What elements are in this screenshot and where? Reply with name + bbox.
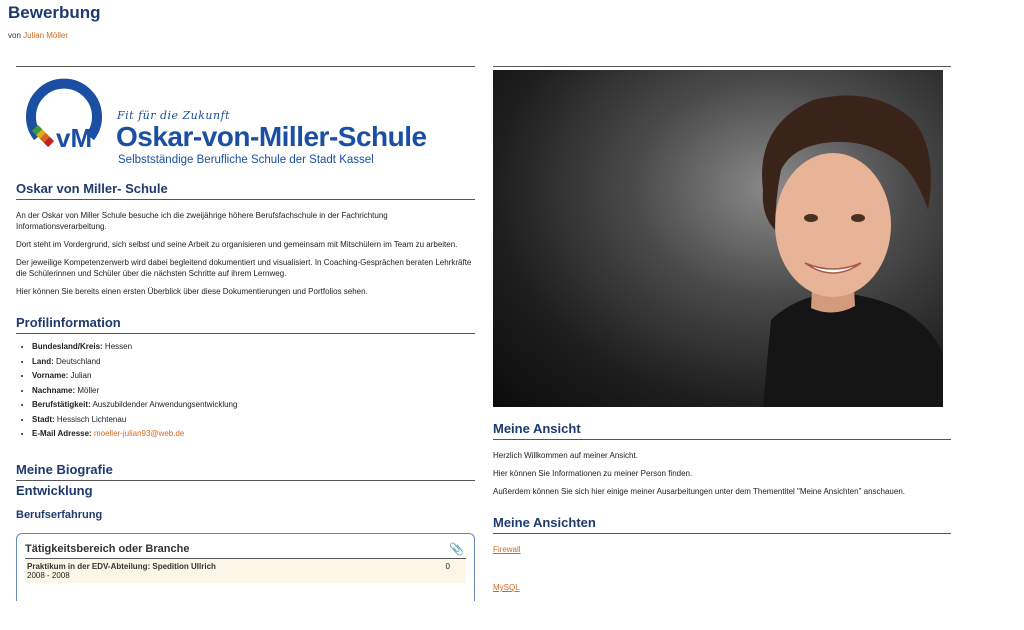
experience-entry[interactable] [25,559,466,583]
entry-title: Praktikum in der EDV-Abteilung: Spedition Ullrich [27,561,216,571]
profile-item: • Nachname: Möller [32,384,475,399]
paperclip-icon[interactable]: 📎 [449,541,464,556]
right-column [493,66,951,592]
profile-item: • Vorname: Julian [32,369,475,384]
experience-heading: Berufserfahrung [16,508,103,521]
profile-list [16,340,475,442]
views-link-mysql[interactable]: MySQL [493,583,520,592]
experience-card [16,533,475,601]
school-paragraph: An der Oskar von Miller Schule besuche ich die zweijährige höhere Berufsfachschule in der Fachrichtung Informationsverarbeitung. [16,211,388,231]
view-paragraph: Herzlich Willkommen auf meiner Ansicht. [493,451,638,460]
school-logo [16,67,475,171]
view-heading: Meine Ansicht [493,421,951,440]
profile-item: • Land: Deutschland [32,355,475,370]
view-paragraph: Hier können Sie Informationen zu meiner Person finden. [493,469,693,478]
view-paragraph: Außerdem können Sie sich hier einige meiner Ausarbeitungen unter dem Thementitel "Meine Ansichten" anschauen. [493,487,905,496]
entry-count: 0 [445,561,450,571]
logo-name: Oskar-von-Miller-Schule [116,121,427,152]
profile-item: • Bundesland/Kreis: Hessen [32,340,475,355]
logo-vm: vM [56,123,93,153]
left-column [16,66,475,601]
logo-slogan: Fit für die Zukunft [117,109,231,122]
profile-item: • E-Mail Adresse: moeller-julian93@web.de [32,427,475,442]
school-paragraph: Der jeweilige Kompetenzerwerb wird dabei begleitend dokumentiert und visualisiert. In Coaching-Gesprächen beraten Lehrkräfte die Schülerinnen und Schüler über die nächsten Schritte auf ihrem Lernweg. [16,258,472,278]
bio-subheading: Entwicklung [16,482,93,498]
entry-dates: 2008 - 2008 [27,570,70,580]
page-title: Bewerbung [8,3,101,22]
profile-item: • Berufstätigkeit: Auszubildender Anwendungsentwicklung [32,398,475,413]
divider [493,66,951,67]
school-paragraph: Hier können Sie bereits einen ersten Überblick über diese Dokumentierungen und Portfolios sehen. [16,287,368,296]
views-link-firewall[interactable]: Firewall [493,545,521,554]
profile-photo [493,70,943,407]
portrait-image [493,70,943,407]
email-link[interactable]: moeller-julian93@web.de [93,429,185,438]
author-link[interactable]: Julian Möller [23,31,69,40]
bio-heading: Meine Biografie [16,462,475,481]
school-paragraph: Dort steht im Vordergrund, sich selbst und seine Arbeit zu organisieren und gemeinsam mit Mitschülern im Team zu arbeiten. [16,240,458,249]
school-heading: Oskar von Miller- Schule [16,181,475,200]
views-heading: Meine Ansichten [493,515,951,534]
profile-heading: Profilinformation [16,315,475,334]
logo-subtitle: Selbstständige Berufliche Schule der Stadt Kassel [118,154,374,166]
profile-item: • Stadt: Hessisch Lichtenau [32,413,475,428]
byline-prefix: von [8,31,21,40]
byline [8,31,68,40]
card-header: Tätigkeitsbereich oder Branche 📎 [25,543,466,559]
